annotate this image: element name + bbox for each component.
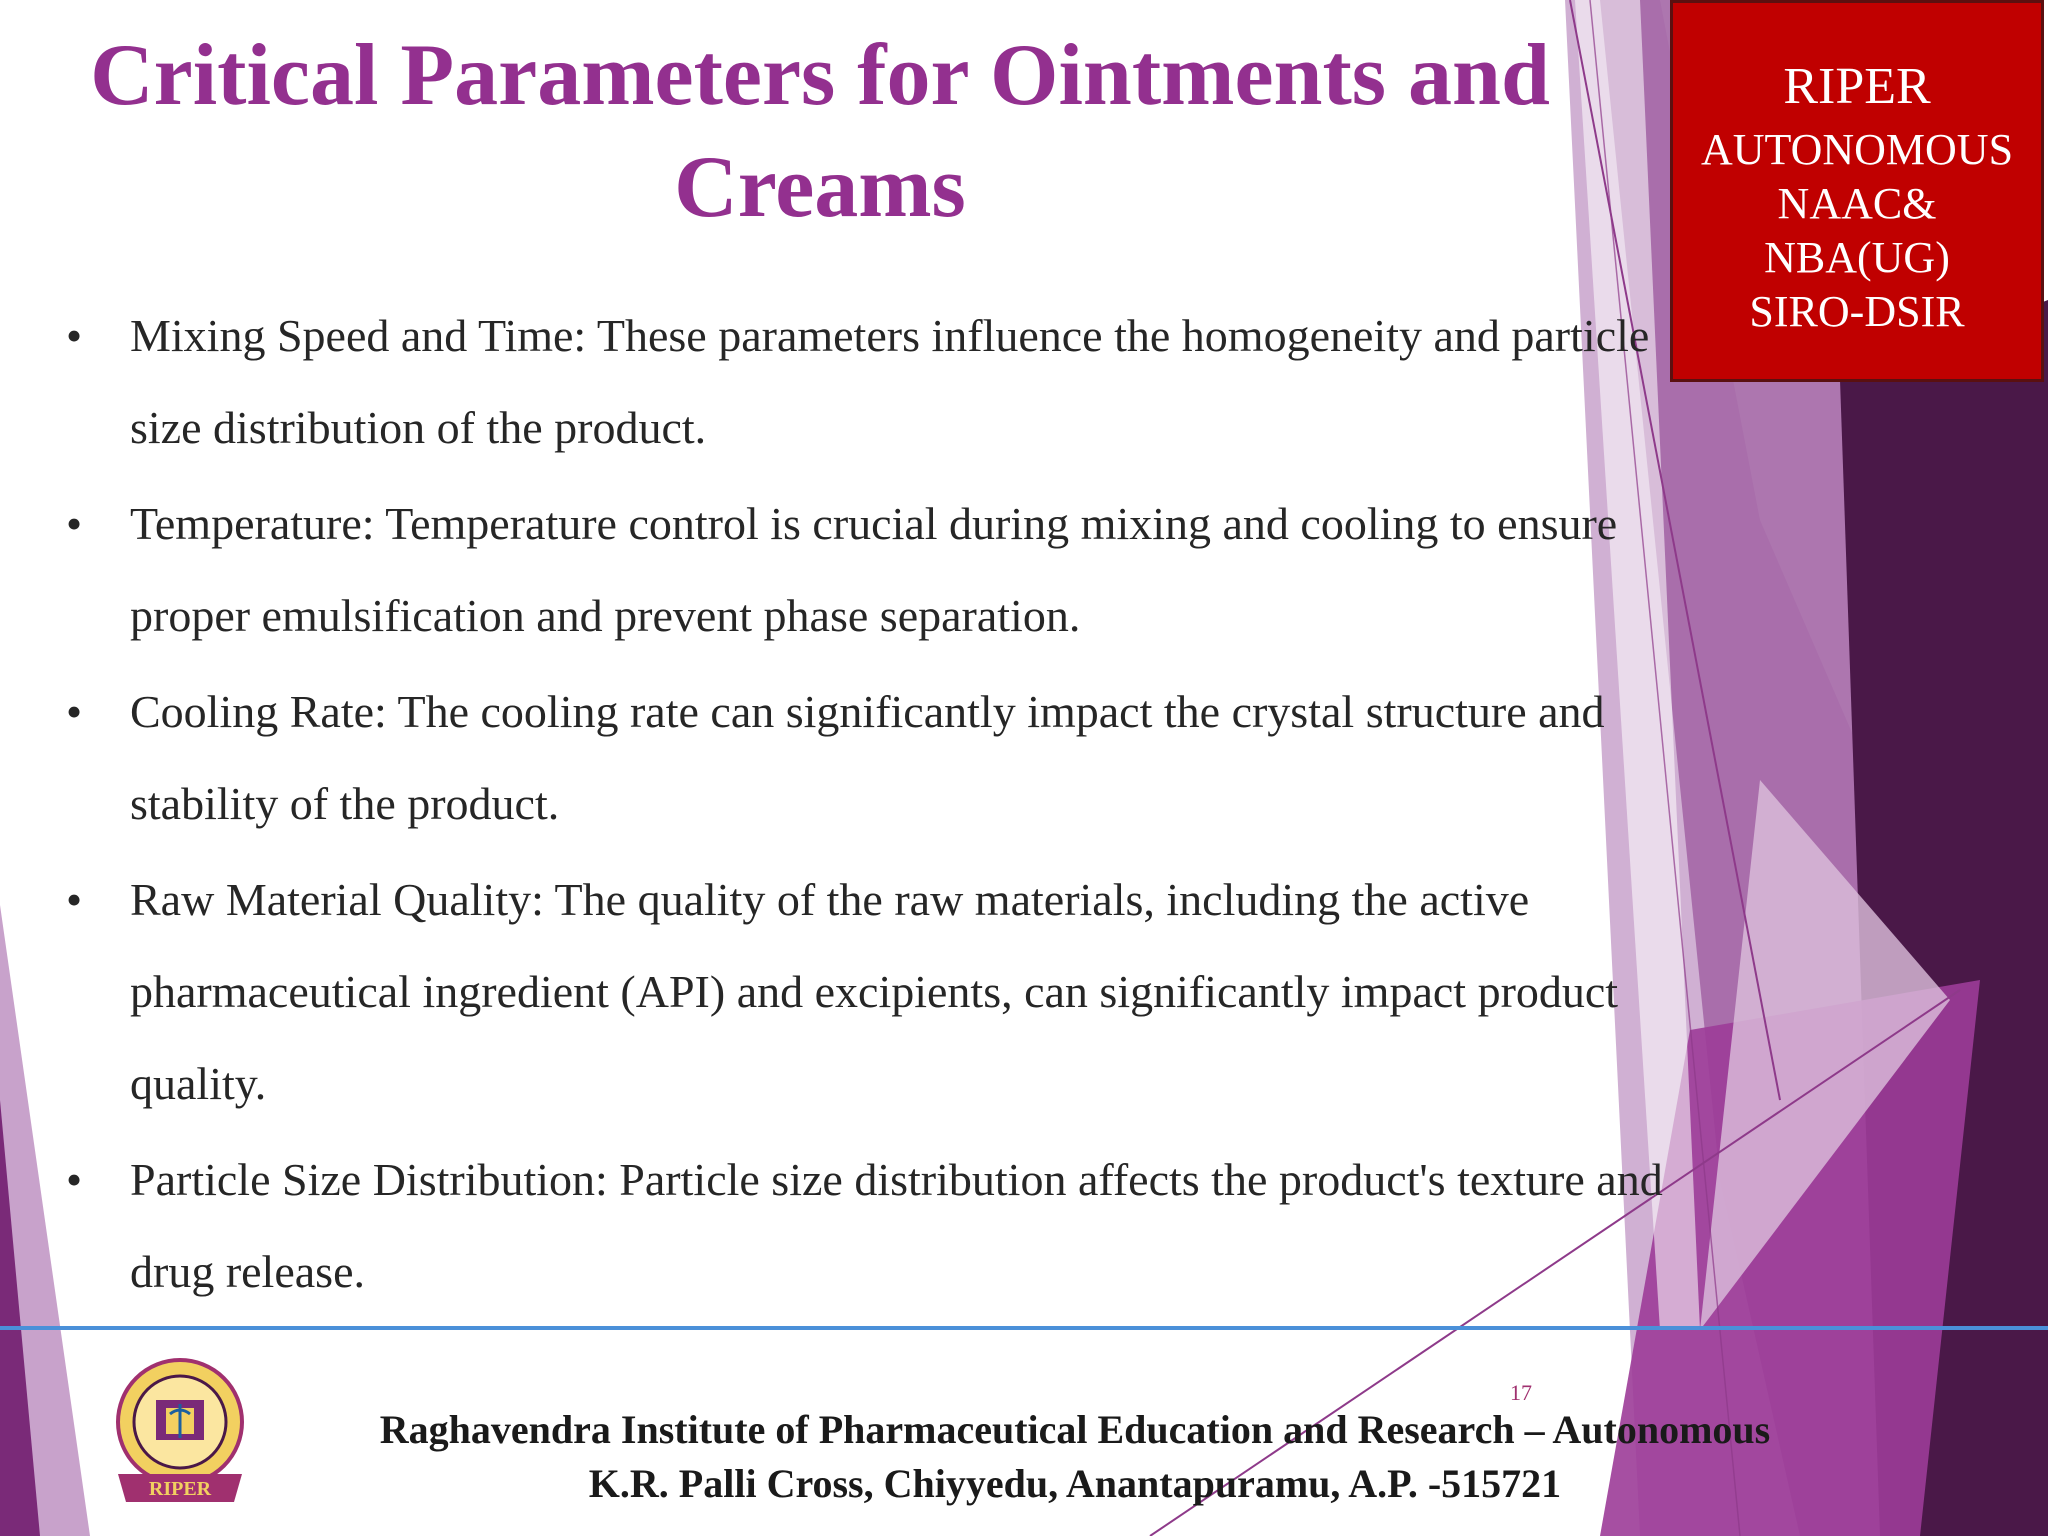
bullet-icon: • [66,310,83,361]
badge-line-siro: SIRO-DSIR [1749,287,1965,336]
badge-line-autonomous: AUTONOMOUS [1700,125,2014,174]
bullet-list [66,290,1706,1322]
footer-divider [0,1326,2048,1330]
badge-line-riper: RIPER [1783,58,1931,115]
bullet-icon: • [66,498,83,549]
college-seal-logo-icon [110,1356,250,1514]
bullet-icon: • [66,874,83,925]
bullet-item-particle-size [66,1134,1706,1318]
bullet-item-temperature [66,478,1706,662]
bullet-text: Mixing Speed and Time: These parameters influence the homogeneity and particle size distribution of the product. [130,310,1650,453]
slide-title: Critical Parameters for Ointments and Creams [90,27,1550,236]
page-number: 17 [1510,1380,1532,1405]
bullet-text: Temperature: Temperature control is crucial during mixing and cooling to ensure proper emulsification and prevent phase separation. [130,498,1618,641]
bullet-text: Particle Size Distribution: Particle size distribution affects the product's texture and drug release. [130,1154,1663,1297]
footer-institute-name: Raghavendra Institute of Pharmaceutical Education and Research – Autonomous [379,1407,1771,1452]
footer-address: K.R. Palli Cross, Chiyyedu, Anantapuramu, A.P. -515721 [588,1461,1562,1506]
bullet-icon: • [66,686,83,737]
logo-ribbon-text: RIPER [148,1478,212,1500]
bullet-text: Raw Material Quality: The quality of the raw materials, including the active pharmaceutical ingredient (API) and excipients, can significantly impact product quality. [130,874,1619,1109]
institution-badge [1670,0,2044,382]
badge-line-nba: NBA(UG) [1764,233,1950,282]
bullet-icon: • [66,1154,83,1205]
bullet-item-raw-material [66,854,1706,1130]
bullet-item-cooling-rate [66,666,1706,850]
badge-line-naac: NAAC& [1777,179,1937,228]
bullet-text: Cooling Rate: The cooling rate can significantly impact the crystal structure and stability of the product. [130,686,1605,829]
bullet-item-mixing [66,290,1706,474]
